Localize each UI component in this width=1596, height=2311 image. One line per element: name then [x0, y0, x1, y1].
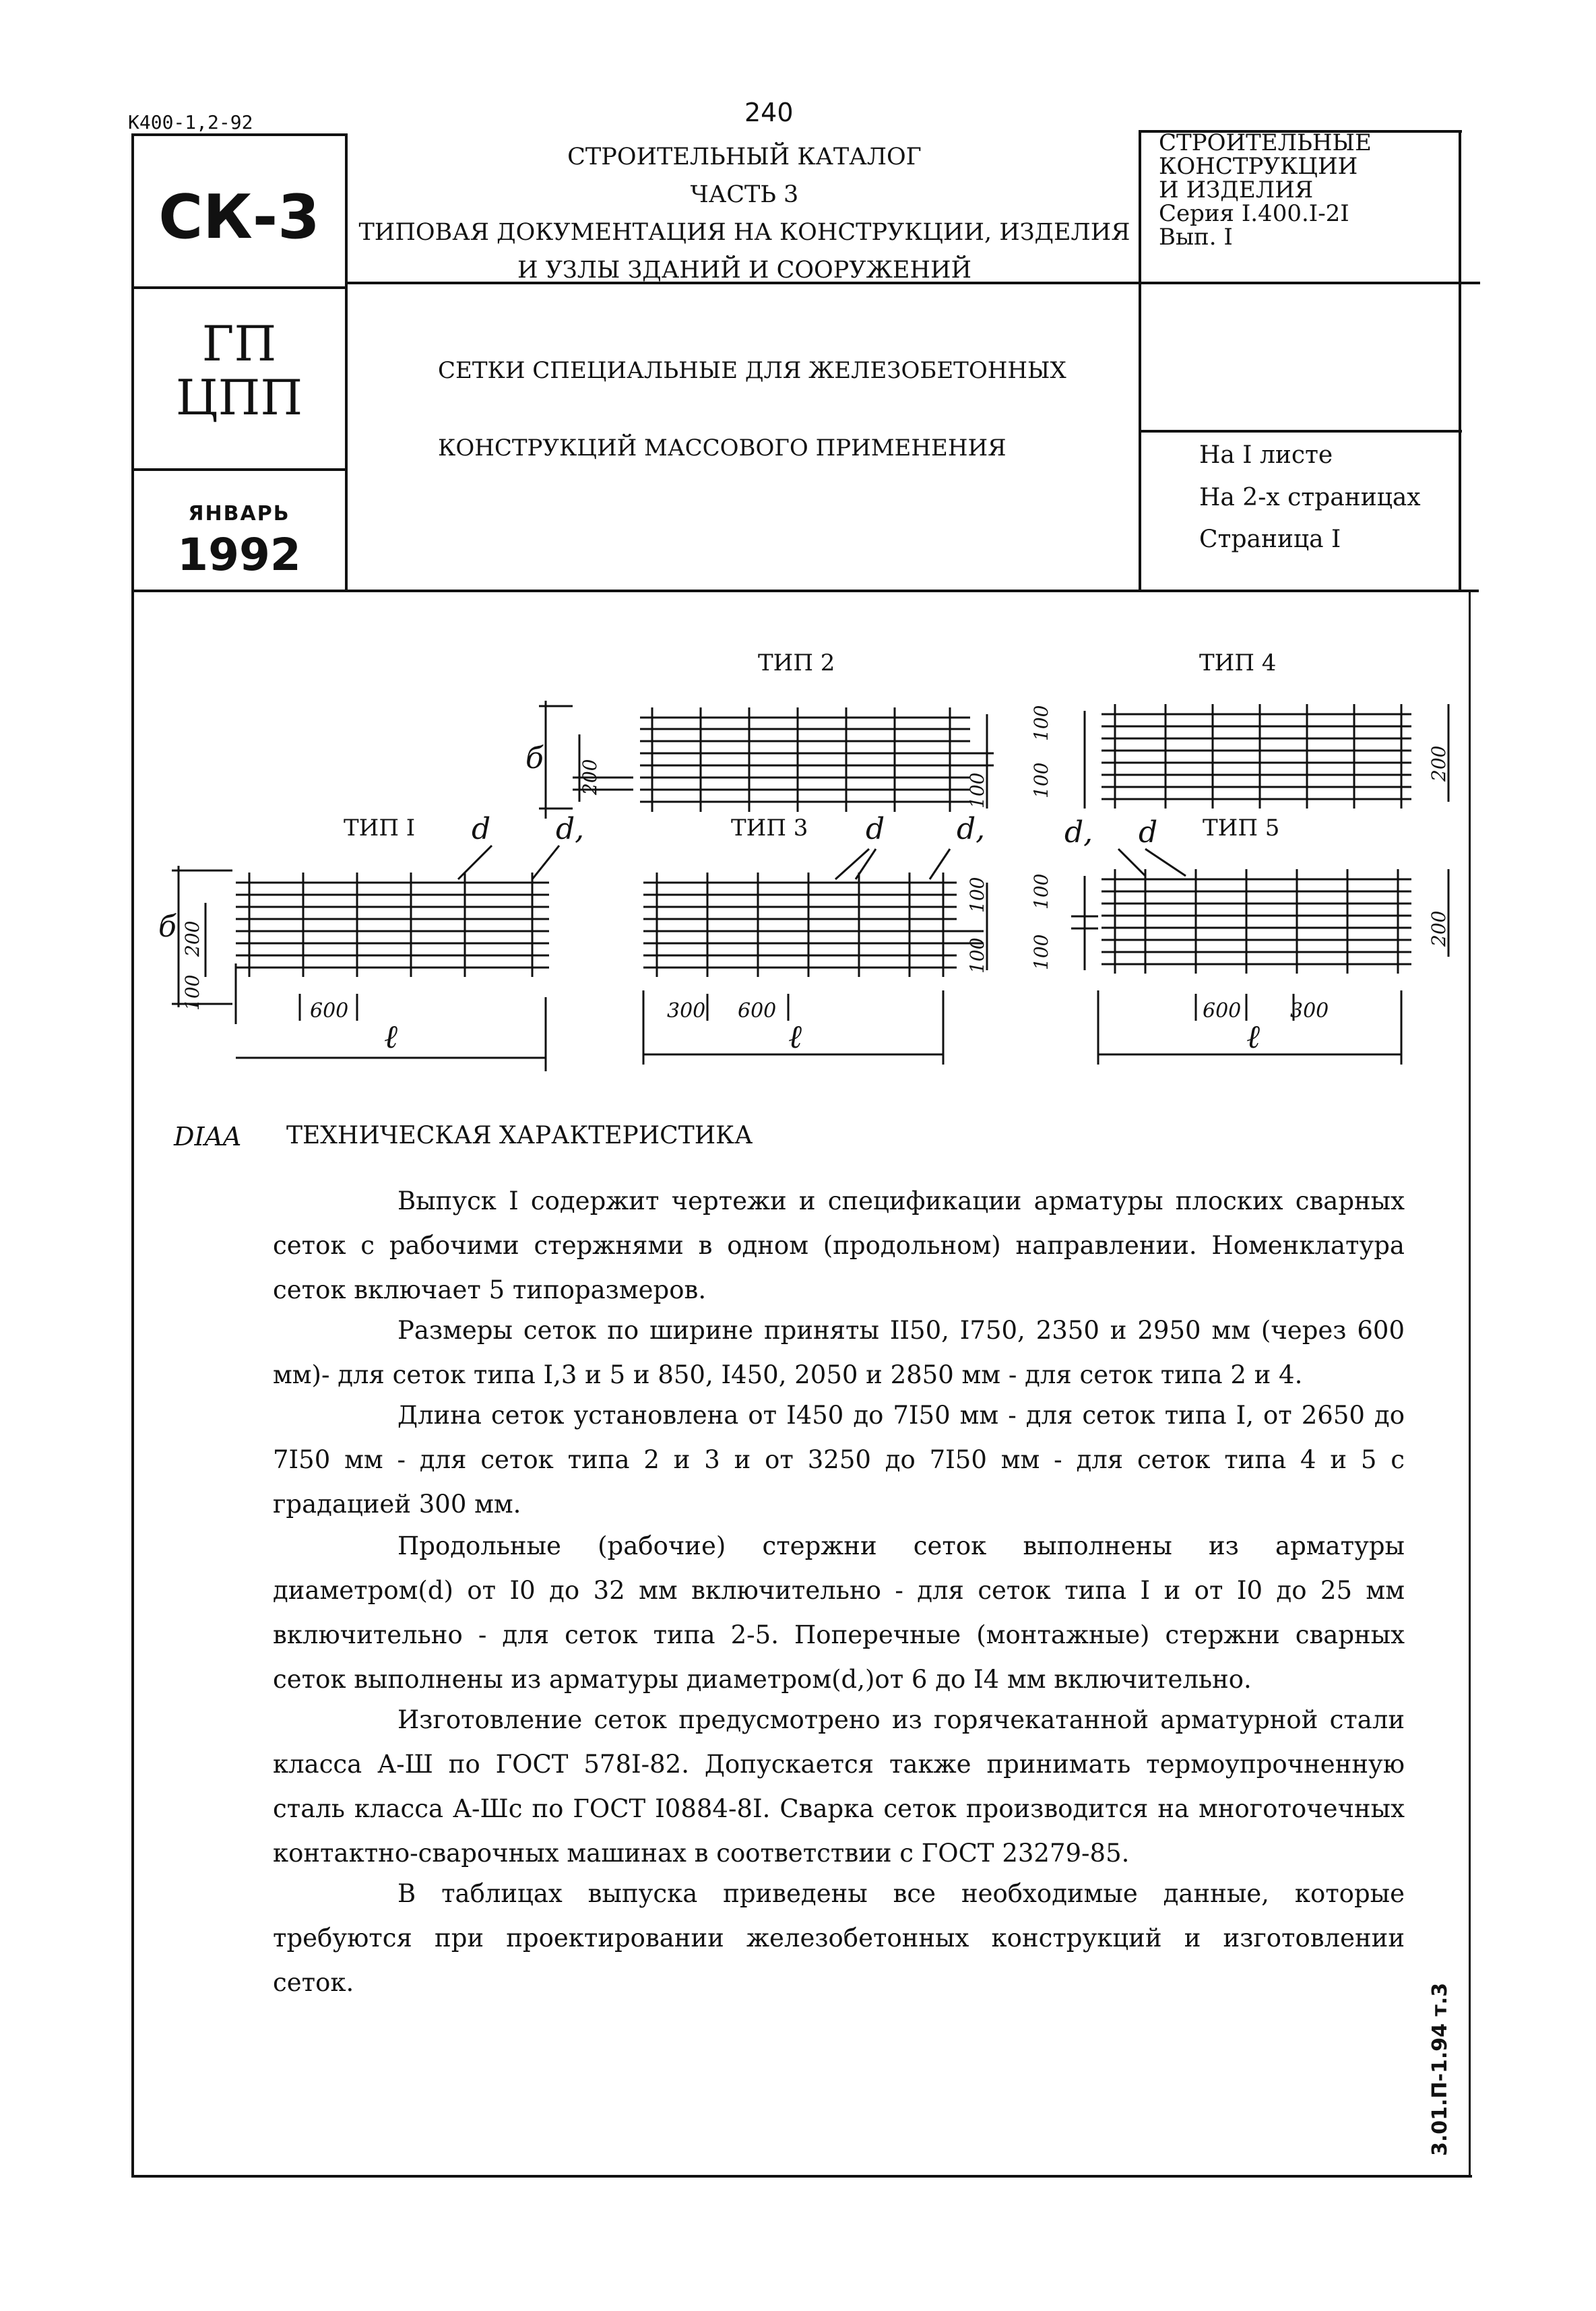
page-count: На 2-х страницах	[1199, 484, 1421, 511]
type-2-label: ТИП 2	[758, 650, 835, 676]
dim-100: 100	[1030, 762, 1052, 798]
d-label: d	[1139, 815, 1158, 850]
type-1-label: ТИП I	[344, 815, 416, 842]
paragraph: Продольные (рабочие) стержни сеток выполнены из арматуры диаметром(d) от I0 до 32 мм включительно - для сеток типа I и от I0 до 25 мм включительно - для сеток типа 2-5. Поперечные (монтажные) стержни сварных сеток выполнены из арматуры диаметром(d,)от 6 до I4 мм включительно.	[273, 1531, 1405, 1694]
type-4-label: ТИП 4	[1199, 650, 1277, 676]
d1-label: d,	[957, 812, 986, 846]
series-line: СТРОИТЕЛЬНЫЕ	[1159, 129, 1372, 156]
page-label: Страница I	[1199, 526, 1341, 553]
dim-100: 100	[966, 937, 988, 974]
b-label: б	[525, 741, 544, 775]
document-code: К400-1,2-92	[128, 111, 253, 133]
catalog-line: СТРОИТЕЛЬНЫЙ КАТАЛОГ	[567, 144, 922, 170]
paragraph: Длина сеток установлена от I450 до 7I50 мм - для сеток типа I, от 2650 до 7I50 мм - для сеток типа 2 и 3 и от 3250 до 7I50 мм - для сеток типа 4 и 5 с градацией 300 мм.	[273, 1401, 1405, 1519]
dim-300: 300	[667, 999, 706, 1023]
paragraph: В таблицах выпуска приведены все необходимые данные, которые требуются при проектировании железобетонных конструкций и изготовлении сеток.	[273, 1879, 1405, 1997]
series-line: КОНСТРУКЦИИ	[1159, 153, 1358, 180]
type-5-label: ТИП 5	[1203, 815, 1280, 842]
page-number: 240	[744, 98, 794, 127]
d1-label: d,	[1064, 815, 1093, 850]
month: ЯНВАРЬ	[188, 502, 290, 526]
mesh-type-3	[643, 849, 987, 1065]
catalog-line: И УЗЛЫ ЗДАНИЙ И СООРУЖЕНИЙ	[517, 257, 972, 284]
type-3-label: ТИП 3	[731, 815, 808, 842]
l-label: ℓ	[1246, 1018, 1260, 1056]
dim-600: 600	[1203, 999, 1242, 1023]
dim-600: 600	[738, 999, 777, 1023]
catalog-code: СК-3	[158, 182, 320, 253]
dim-100: 100	[966, 772, 988, 809]
d1-label: d,	[556, 812, 585, 846]
catalog-line: ЧАСТЬ 3	[690, 181, 799, 208]
dim-200: 200	[1428, 910, 1450, 947]
document-title-line-1: СЕТКИ СПЕЦИАЛЬНЫЕ ДЛЯ ЖЕЛЕЗОБЕТОННЫХ	[438, 357, 1066, 384]
d-label: d	[866, 812, 885, 846]
dim-100: 100	[1030, 934, 1052, 970]
paragraph: Размеры сеток по ширине приняты II50, I750, 2350 и 2950 мм (через 600 мм)- для сеток типа I,3 и 5 и 850, I450, 2050 и 2850 мм - для сеток типа 2 и 4.	[273, 1316, 1405, 1389]
mesh-type-5	[1071, 849, 1448, 1065]
paragraph: Изготовление сеток предусмотрено из горячекатанной арматурной стали класса А-Ш по ГОСТ 578I-82. Допускается также принимать термоупрочненную сталь класса А-Шс по ГОСТ I0884-8I. Сварка сеток производится на многоточечных контактно-сварочных машинах в соответствии с ГОСТ 23279-85.	[273, 1705, 1405, 1868]
dim-200: 200	[181, 920, 203, 957]
org-line-1: ГП	[201, 315, 277, 372]
mesh-drawings	[0, 0, 1596, 1145]
dim-200: 200	[579, 759, 601, 795]
sheet-count: На I листе	[1199, 441, 1333, 469]
mesh-type-1	[172, 846, 559, 1071]
side-note: 3.01.П-1.94 т.3	[1428, 1982, 1452, 2156]
paragraph: Выпуск I содержит чертежи и спецификации арматуры плоских сварных сеток с рабочими стержнями в одном (продольном) направлении. Номенклатура сеток включает 5 типоразмеров.	[273, 1186, 1405, 1304]
series-line: Серия I.400.I-2I	[1159, 200, 1349, 227]
d-label: d	[472, 812, 491, 846]
document-title-line-2: КОНСТРУКЦИЙ МАССОВОГО ПРИМЕНЕНИЯ	[438, 435, 1007, 462]
dim-200: 200	[1428, 745, 1450, 782]
series-line: И ИЗДЕЛИЯ	[1159, 177, 1314, 203]
dim-100: 100	[966, 877, 988, 913]
section-heading: ТЕХНИЧЕСКАЯ ХАРАКТЕРИСТИКА	[286, 1122, 753, 1149]
org-line-2: ЦПП	[175, 369, 303, 426]
l-label: ℓ	[384, 1018, 397, 1056]
l-label: ℓ	[788, 1018, 802, 1056]
b-label: б	[158, 910, 177, 944]
section-code: DIAA	[174, 1122, 242, 1151]
mesh-type-2	[539, 701, 994, 819]
dim-100: 100	[1030, 873, 1052, 910]
dim-300: 300	[1290, 999, 1329, 1023]
catalog-line: ТИПОВАЯ ДОКУМЕНТАЦИЯ НА КОНСТРУКЦИИ, ИЗДЕЛИЯ	[358, 219, 1130, 246]
dim-600: 600	[310, 999, 349, 1023]
dim-100: 100	[1030, 705, 1052, 741]
mesh-type-4	[1085, 704, 1448, 809]
series-line: Вып. I	[1159, 224, 1233, 251]
dim-100: 100	[181, 974, 203, 1011]
year: 1992	[177, 529, 301, 581]
